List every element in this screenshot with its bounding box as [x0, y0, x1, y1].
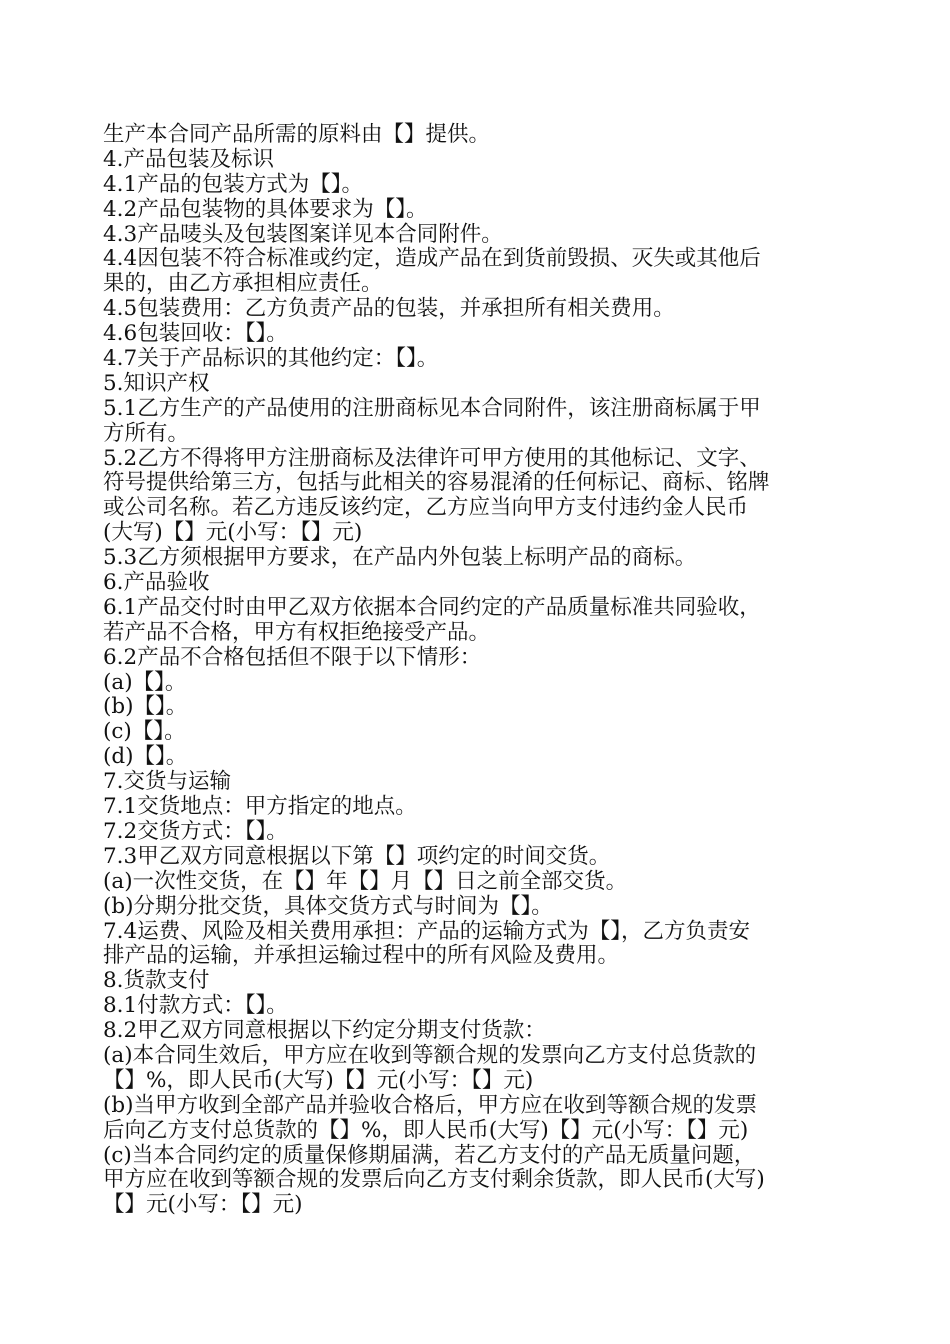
list-item: (a)【】。 [103, 669, 187, 695]
list-item: (b)分期分批交货，具体交货方式与时间为【】。 [103, 893, 553, 919]
text-line: 8.1付款方式：【】。 [103, 993, 288, 1019]
text-line: 7.3甲乙双方同意根据以下第【】项约定的时间交货。 [103, 843, 611, 869]
text-line: 5.2乙方不得将甲方注册商标及法律许可甲方使用的其他标记、文字、 [103, 445, 761, 471]
section-heading: 7.交货与运输 [103, 769, 232, 795]
list-item: (c)当本合同约定的质量保修期届满，若乙方支付的产品无质量问题， [103, 1142, 756, 1168]
text-line: 4.3产品唛头及包装图案详见本合同附件。 [103, 221, 503, 247]
text-line: 或公司名称。若乙方违反该约定，乙方应当向甲方支付违约金人民币 [103, 495, 749, 521]
text-line: 生产本合同产品所需的原料由【】提供。 [103, 122, 491, 147]
section-heading: 6.产品验收 [103, 570, 210, 596]
text-line: 6.1产品交付时由甲乙双方依据本合同约定的产品质量标准共同验收， [103, 594, 761, 620]
list-item: (b)当甲方收到全部产品并验收合格后，甲方应在收到等额合规的发票 [103, 1092, 758, 1118]
text-line: 排产品的运输，并承担运输过程中的所有风险及费用。 [103, 943, 620, 969]
list-item: (d)【】。 [103, 744, 188, 770]
text-line: 5.3乙方须根据甲方要求，在产品内外包装上标明产品的商标。 [103, 545, 697, 571]
section-heading: 8.货款支付 [103, 968, 210, 994]
document-body [103, 123, 863, 1218]
text-line: 后向乙方支付总货款的【】%，即人民币(大写)【】元(小写：【】元) [103, 1117, 749, 1143]
text-line: 7.2交货方式：【】。 [103, 818, 288, 844]
text-line: 甲方应在收到等额合规的发票后向乙方支付剩余货款，即人民币(大写) [103, 1167, 765, 1193]
text-line: 【】%，即人民币(大写)【】元(小写：【】元) [103, 1067, 534, 1093]
text-line: 8.2甲乙双方同意根据以下约定分期支付货款： [103, 1018, 546, 1044]
text-line: 符号提供给第三方，包括与此相关的容易混淆的任何标记、商标、铭牌 [103, 470, 770, 496]
text-line: 4.2产品包装物的具体要求为【】。 [103, 196, 428, 222]
text-line: 5.1乙方生产的产品使用的注册商标见本合同附件，该注册商标属于甲 [103, 395, 761, 421]
text-line: 4.4因包装不符合标准或约定，造成产品在到货前毁损、灭失或其他后 [103, 246, 761, 272]
text-line: 4.1产品的包装方式为【】。 [103, 171, 363, 197]
text-line: 4.6包装回收：【】。 [103, 321, 288, 347]
text-line: 若产品不合格，甲方有权拒绝接受产品。 [103, 619, 491, 645]
text-line: (大写)【】元(小写：【】元) [103, 520, 363, 546]
section-heading: 5.知识产权 [103, 370, 210, 396]
text-line: 方所有。 [103, 420, 190, 446]
text-line: 【】元(小写：【】元) [103, 1192, 303, 1218]
text-line: 7.4运费、风险及相关费用承担：产品的运输方式为【】，乙方负责安 [103, 918, 750, 944]
section-heading: 4.产品包装及标识 [103, 146, 275, 172]
text-line: 4.7关于产品标识的其他约定：【】。 [103, 346, 439, 372]
text-line: 果的，由乙方承担相应责任。 [103, 271, 383, 297]
list-item: (a)本合同生效后，甲方应在收到等额合规的发票向乙方支付总货款的 [103, 1042, 757, 1068]
text-line: 4.5包装费用：乙方负责产品的包装，并承担所有相关费用。 [103, 296, 675, 322]
list-item: (c)【】。 [103, 719, 186, 745]
text-line: 7.1交货地点：甲方指定的地点。 [103, 794, 417, 820]
list-item: (b)【】。 [103, 694, 188, 720]
text-line: 6.2产品不合格包括但不限于以下情形： [103, 644, 482, 670]
list-item: (a)一次性交货，在【】年【】月【】日之前全部交货。 [103, 868, 628, 894]
